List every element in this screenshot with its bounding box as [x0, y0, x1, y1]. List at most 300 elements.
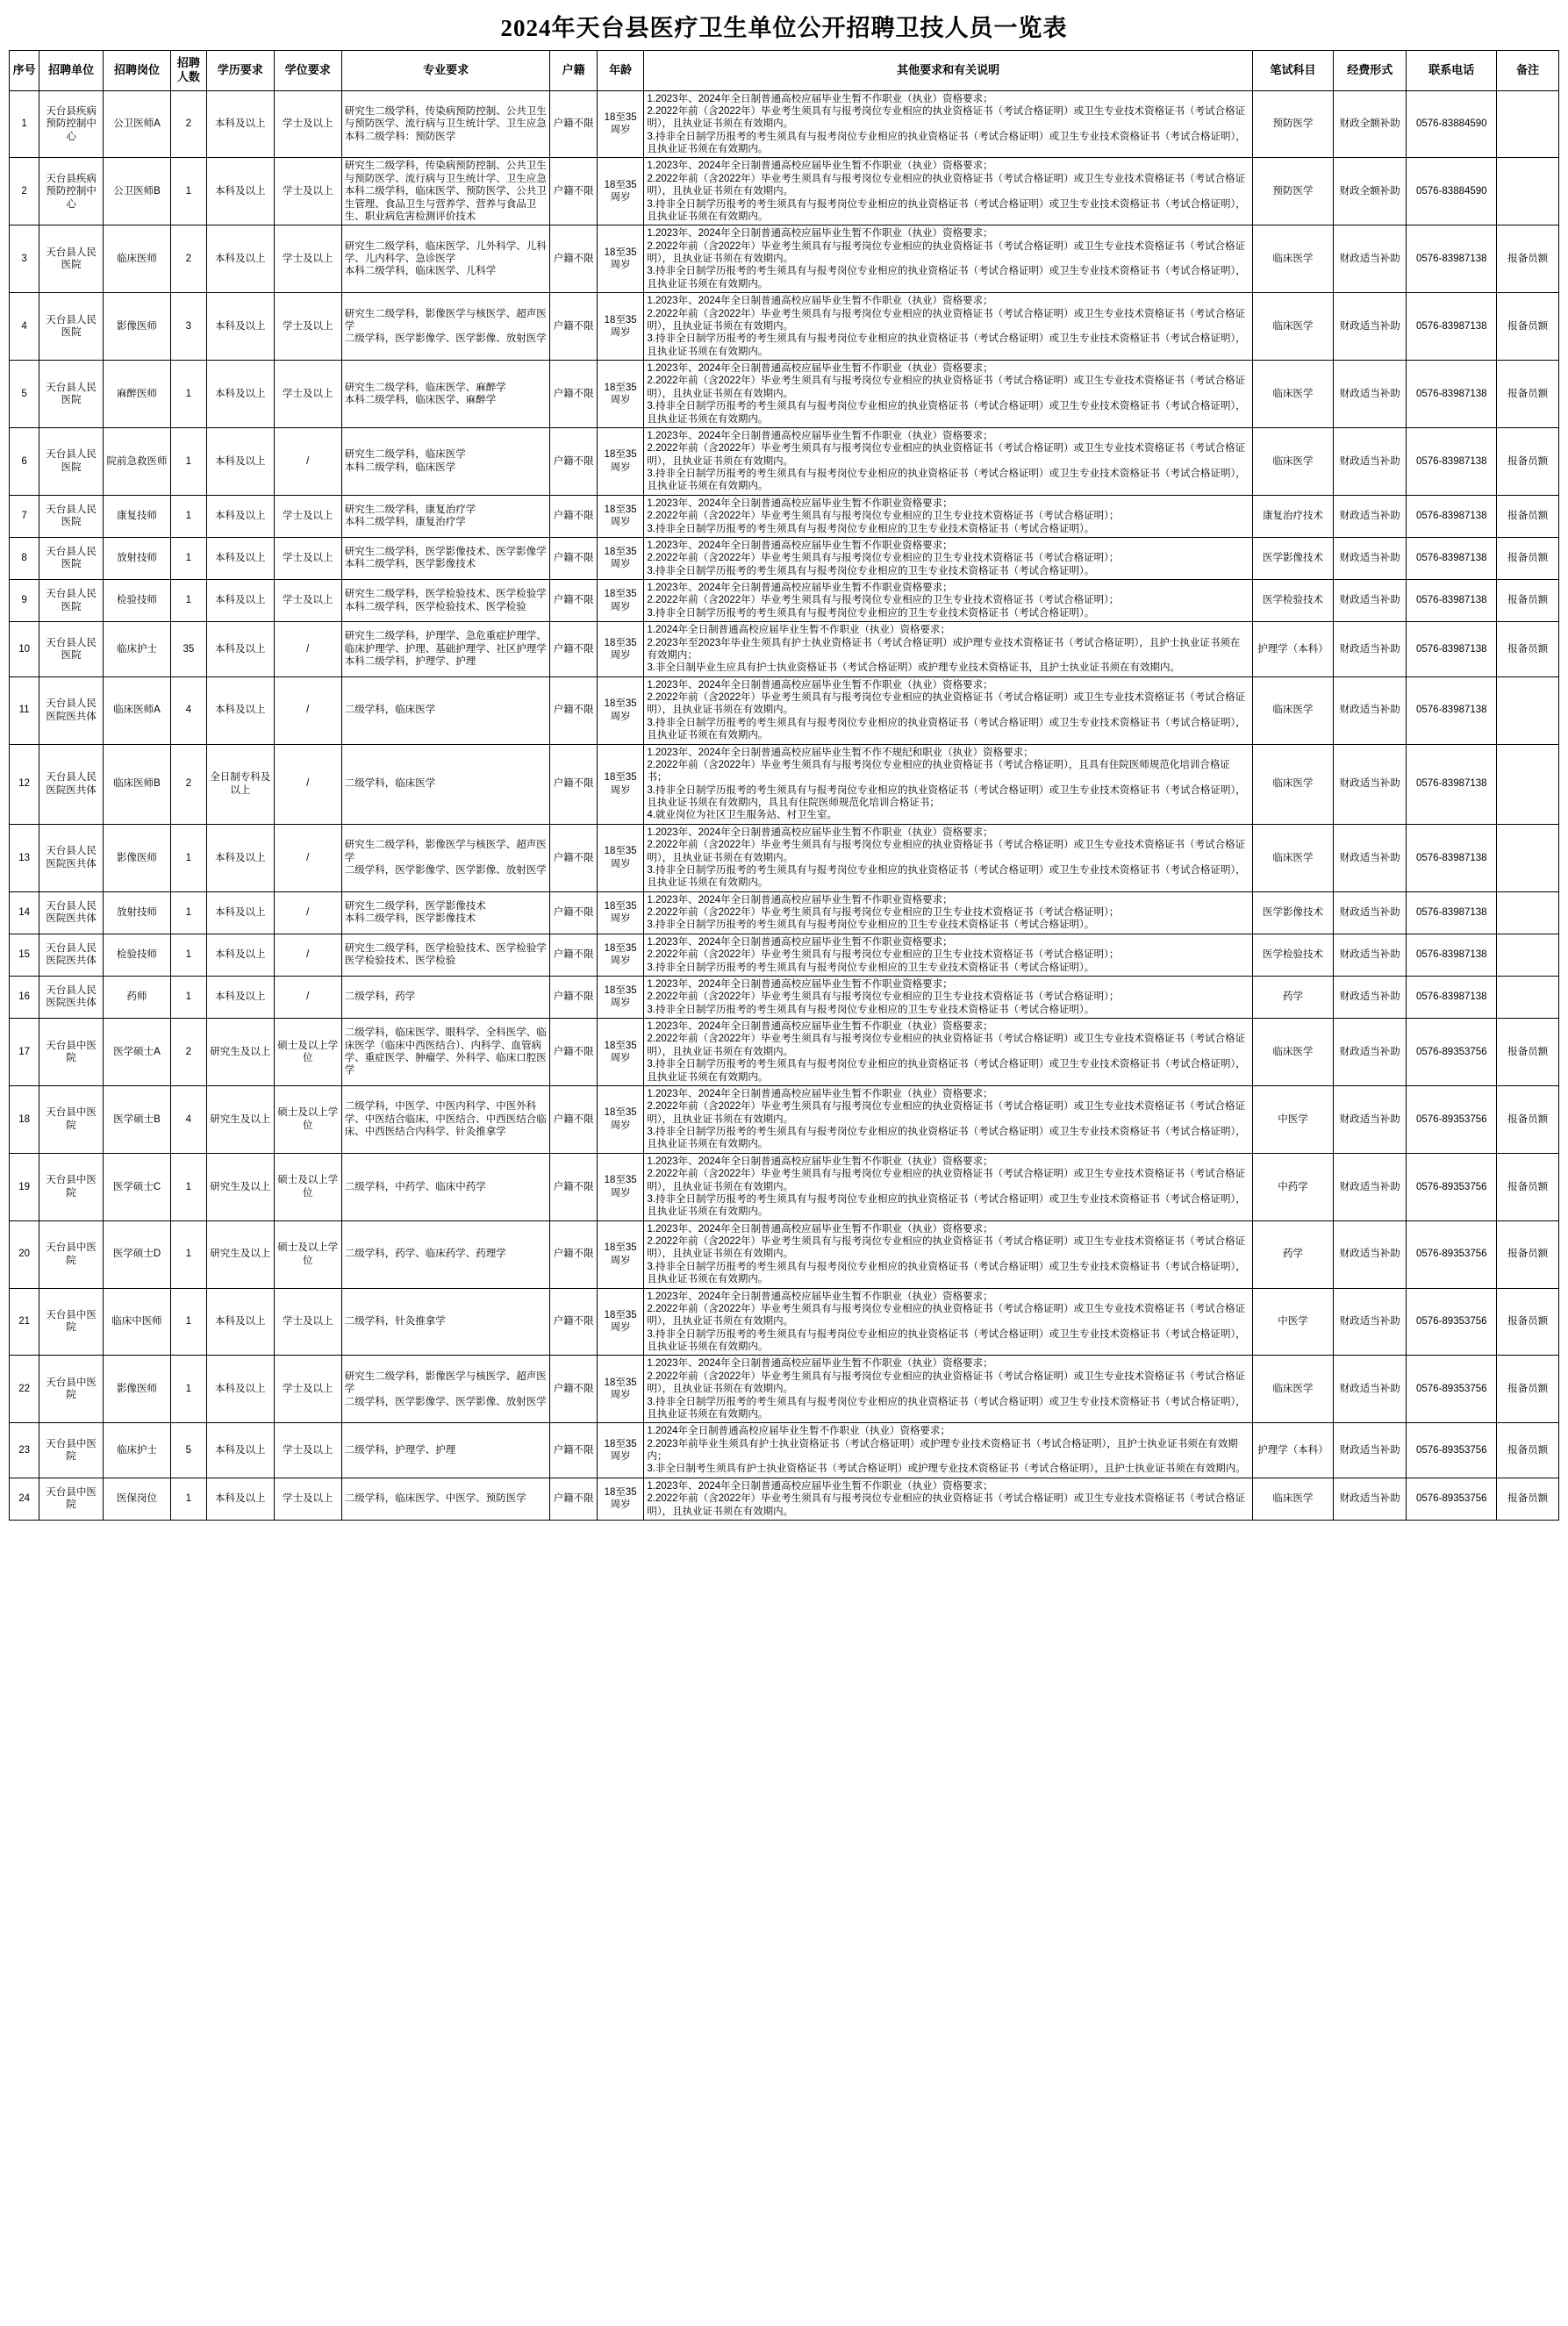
cell-major-requirement: 二级学科，临床医学、眼科学、全科医学、临床医学（临床中西医结合）、内科学、血管病学、重症医学、肿瘤学、外科学、临床口腔医学 [341, 1019, 550, 1086]
cell-recruiting-count: 2 [171, 1019, 207, 1086]
cell-degree-requirement: 学士及以上 [274, 1478, 341, 1520]
cell-recruiting-unit: 天台县人民医院 [39, 427, 104, 495]
cell-funding-type: 财政适当补助 [1333, 1220, 1406, 1288]
cell-major-requirement: 研究生二级学科，临床医学、麻醉学 本科二级学科，临床医学、麻醉学 [341, 361, 550, 428]
cell-recruiting-unit: 天台县人民医院 [39, 293, 104, 361]
cell-recruiting-post: 影像医师 [104, 1356, 171, 1423]
cell-remark [1497, 676, 1559, 744]
cell-major-requirement: 研究生二级学科，医学影像技术、医学影像学 本科二级学科，医学影像技术 [341, 537, 550, 579]
cell-contact-phone: 0576-83987138 [1407, 361, 1497, 428]
cell-exam-subject: 药学 [1252, 1220, 1333, 1288]
cell-exam-subject: 临床医学 [1252, 1478, 1333, 1520]
cell-education-requirement: 本科及以上 [206, 495, 274, 537]
table-row [10, 824, 1559, 891]
cell-recruiting-post: 麻醉医师 [104, 361, 171, 428]
cell-remark: 报备员额 [1497, 1356, 1559, 1423]
cell-recruiting-post: 医学硕士D [104, 1220, 171, 1288]
cell-household-requirement: 户籍不限 [550, 1153, 598, 1220]
cell-recruiting-count: 1 [171, 1220, 207, 1288]
cell-major-requirement: 研究生二级学科，临床医学、儿外科学、儿科学、儿内科学、急诊医学 本科二级学科，临床医学、儿科学 [341, 225, 550, 293]
cell-degree-requirement: 学士及以上 [274, 537, 341, 579]
cell-recruiting-count: 3 [171, 293, 207, 361]
cell-degree-requirement: 学士及以上 [274, 225, 341, 293]
cell-household-requirement: 户籍不限 [550, 1085, 598, 1153]
col-header-unit: 招聘单位 [39, 51, 104, 91]
cell-exam-subject: 医学影像技术 [1252, 537, 1333, 579]
cell-major-requirement: 研究生二级学科，康复治疗学 本科二级学科，康复治疗学 [341, 495, 550, 537]
cell-recruiting-unit: 天台县中医院 [39, 1423, 104, 1478]
cell-recruiting-count: 1 [171, 427, 207, 495]
cell-other-requirements: 1.2023年、2024年全日制普通高校应届毕业生暂不作职业（执业）资格要求； 2.2022年前（含2022年）毕业考生须具有与报考岗位专业相应的执业资格证书（考试合格证明）或卫生专业技术资格证书（考试合格证明），且执业证书须在有效期内。 3.持非全日制学历报考的考生须具有与报考岗位专业相应的执业资格证书（考试合格证明）或卫生专业技术资格证书（考试合格证明），且执业证书须在有效期内。 [644, 1288, 1253, 1356]
cell-household-requirement: 户籍不限 [550, 1220, 598, 1288]
table-header-row [10, 51, 1559, 91]
cell-recruiting-count: 4 [171, 676, 207, 744]
cell-recruiting-unit: 天台县人民医院医共体 [39, 744, 104, 824]
cell-other-requirements: 1.2023年、2024年全日制普通高校应届毕业生暂不作职业资格要求； 2.2022年前（含2022年）毕业考生须具有与报考岗位专业相应的卫生专业技术资格证书（考试合格证明）； 3.持非全日制学历报考的考生须具有与报考岗位专业相应的卫生专业技术资格证书（考试合格证明）。 [644, 537, 1253, 579]
cell-row-index: 3 [10, 225, 39, 293]
cell-exam-subject: 临床医学 [1252, 744, 1333, 824]
cell-recruiting-count: 1 [171, 1478, 207, 1520]
cell-other-requirements: 1.2023年、2024年全日制普通高校应届毕业生暂不作职业（执业）资格要求； 2.2022年前（含2022年）毕业考生须具有与报考岗位专业相应的执业资格证书（考试合格证明）或卫生专业技术资格证书（考试合格证明），且执业证书须在有效期内。 3.持非全日制学历报考的考生须具有与报考岗位专业相应的执业资格证书（考试合格证明）或卫生专业技术资格证书（考试合格证明），且执业证书须在有效期内。 [644, 1019, 1253, 1086]
cell-age-requirement: 18至35周岁 [597, 580, 644, 622]
cell-household-requirement: 户籍不限 [550, 1356, 598, 1423]
cell-remark: 报备员额 [1497, 1085, 1559, 1153]
cell-recruiting-unit: 天台县人民医院医共体 [39, 891, 104, 934]
cell-major-requirement: 研究生二级学科，影像医学与核医学、超声医学 二级学科，医学影像学、医学影像、放射医学 [341, 1356, 550, 1423]
cell-row-index: 11 [10, 676, 39, 744]
cell-degree-requirement: 学士及以上 [274, 90, 341, 158]
cell-major-requirement: 研究生二级学科，影像医学与核医学、超声医学 二级学科，医学影像学、医学影像、放射医学 [341, 824, 550, 891]
cell-funding-type: 财政适当补助 [1333, 495, 1406, 537]
cell-age-requirement: 18至35周岁 [597, 1085, 644, 1153]
cell-degree-requirement: / [274, 676, 341, 744]
cell-recruiting-post: 院前急救医师 [104, 427, 171, 495]
cell-household-requirement: 户籍不限 [550, 361, 598, 428]
cell-recruiting-count: 5 [171, 1423, 207, 1478]
cell-row-index: 4 [10, 293, 39, 361]
col-header-exam-subject: 笔试科目 [1252, 51, 1333, 91]
cell-age-requirement: 18至35周岁 [597, 824, 644, 891]
cell-major-requirement: 二级学科，中药学、临床中药学 [341, 1153, 550, 1220]
cell-recruiting-unit: 天台县疾病预防控制中心 [39, 90, 104, 158]
cell-funding-type: 财政适当补助 [1333, 676, 1406, 744]
cell-major-requirement: 研究生二级学科，医学检验技术、医学检验学 医学检验技术、医学检验 [341, 934, 550, 976]
cell-education-requirement: 本科及以上 [206, 934, 274, 976]
cell-remark: 报备员额 [1497, 361, 1559, 428]
cell-age-requirement: 18至35周岁 [597, 976, 644, 1018]
cell-education-requirement: 本科及以上 [206, 1288, 274, 1356]
cell-contact-phone: 0576-89353756 [1407, 1356, 1497, 1423]
cell-household-requirement: 户籍不限 [550, 744, 598, 824]
cell-major-requirement: 研究生二级学科，医学检验技术、医学检验学 本科二级学科，医学检验技术、医学检验 [341, 580, 550, 622]
cell-recruiting-unit: 天台县中医院 [39, 1356, 104, 1423]
cell-age-requirement: 18至35周岁 [597, 1356, 644, 1423]
cell-recruiting-post: 检验技师 [104, 934, 171, 976]
table-row [10, 427, 1559, 495]
cell-funding-type: 财政适当补助 [1333, 1478, 1406, 1520]
cell-other-requirements: 1.2023年、2024年全日制普通高校应届毕业生暂不作职业资格要求； 2.2022年前（含2022年）毕业考生须具有与报考岗位专业相应的卫生专业技术资格证书（考试合格证明）； 3.持非全日制学历报考的考生须具有与报考岗位专业相应的卫生专业技术资格证书（考试合格证明）。 [644, 934, 1253, 976]
cell-funding-type: 财政全额补助 [1333, 90, 1406, 158]
table-row [10, 1423, 1559, 1478]
table-row [10, 622, 1559, 677]
cell-recruiting-post: 临床医师 [104, 225, 171, 293]
cell-row-index: 10 [10, 622, 39, 677]
cell-funding-type: 财政适当补助 [1333, 225, 1406, 293]
cell-recruiting-count: 35 [171, 622, 207, 677]
cell-recruiting-unit: 天台县人民医院 [39, 361, 104, 428]
cell-education-requirement: 本科及以上 [206, 225, 274, 293]
cell-household-requirement: 户籍不限 [550, 934, 598, 976]
cell-age-requirement: 18至35周岁 [597, 495, 644, 537]
cell-major-requirement: 二级学科，药学、临床药学、药理学 [341, 1220, 550, 1288]
cell-funding-type: 财政适当补助 [1333, 1356, 1406, 1423]
cell-degree-requirement: 学士及以上 [274, 1356, 341, 1423]
cell-education-requirement: 研究生及以上 [206, 1220, 274, 1288]
cell-degree-requirement: 学士及以上 [274, 1423, 341, 1478]
cell-other-requirements: 1.2024年全日制普通高校应届毕业生暂不作职业（执业）资格要求； 2.2023年至2023年毕业生须具有护士执业资格证书（考试合格证明）或护理专业技术资格证书（考试合格证明），且护士执业证书须在有效期内； 3.非全日制毕业生应具有护士执业资格证书（考试合格证明）或护理专业技术资格证书，且护士执业证书须在有效期内。 [644, 622, 1253, 677]
cell-exam-subject: 康复治疗技术 [1252, 495, 1333, 537]
cell-age-requirement: 18至35周岁 [597, 1423, 644, 1478]
col-header-major: 专业要求 [341, 51, 550, 91]
cell-exam-subject: 临床医学 [1252, 1356, 1333, 1423]
cell-other-requirements: 1.2023年、2024年全日制普通高校应届毕业生暂不作职业（执业）资格要求； 2.2022年前（含2022年）毕业考生须具有与报考岗位专业相应的执业资格证书（考试合格证明）或卫生专业技术资格证书（考试合格证明），且执业证书须在有效期内。 3.持非全日制学历报考的考生须具有与报考岗位专业相应的执业资格证书（考试合格证明）或卫生专业技术资格证书（考试合格证明），且执业证书须在有效期内。 [644, 1153, 1253, 1220]
cell-degree-requirement: / [274, 934, 341, 976]
cell-row-index: 14 [10, 891, 39, 934]
cell-remark: 报备员额 [1497, 293, 1559, 361]
cell-exam-subject: 临床医学 [1252, 676, 1333, 744]
cell-household-requirement: 户籍不限 [550, 1288, 598, 1356]
cell-recruiting-post: 检验技师 [104, 580, 171, 622]
cell-exam-subject: 护理学（本科） [1252, 1423, 1333, 1478]
cell-recruiting-post: 公卫医师B [104, 158, 171, 225]
cell-other-requirements: 1.2023年、2024年全日制普通高校应届毕业生暂不作职业（执业）资格要求； 2.2022年前（含2022年）毕业考生须具有与报考岗位专业相应的执业资格证书（考试合格证明）或卫生专业技术资格证书（考试合格证明），且执业证书须在有效期内。 [644, 1478, 1253, 1520]
cell-education-requirement: 全日制专科及以上 [206, 744, 274, 824]
table-row [10, 1288, 1559, 1356]
cell-recruiting-count: 1 [171, 1288, 207, 1356]
cell-funding-type: 财政适当补助 [1333, 976, 1406, 1018]
cell-contact-phone: 0576-89353756 [1407, 1423, 1497, 1478]
cell-major-requirement: 二级学科，临床医学、中医学、预防医学 [341, 1478, 550, 1520]
cell-exam-subject: 药学 [1252, 976, 1333, 1018]
cell-education-requirement: 本科及以上 [206, 676, 274, 744]
cell-major-requirement: 研究生二级学科，护理学、急危重症护理学、临床护理学、护理、基础护理学、社区护理学 本科二级学科，护理学、护理 [341, 622, 550, 677]
cell-age-requirement: 18至35周岁 [597, 361, 644, 428]
cell-education-requirement: 本科及以上 [206, 891, 274, 934]
cell-age-requirement: 18至35周岁 [597, 537, 644, 579]
cell-age-requirement: 18至35周岁 [597, 891, 644, 934]
cell-recruiting-count: 1 [171, 824, 207, 891]
cell-remark: 报备员额 [1497, 1153, 1559, 1220]
cell-row-index: 19 [10, 1153, 39, 1220]
cell-degree-requirement: 硕士及以上学位 [274, 1085, 341, 1153]
cell-remark [1497, 891, 1559, 934]
cell-other-requirements: 1.2023年、2024年全日制普通高校应届毕业生暂不作职业（执业）资格要求； 2.2022年前（含2022年）毕业考生须具有与报考岗位专业相应的执业资格证书（考试合格证明）或卫生专业技术资格证书（考试合格证明），且执业证书须在有效期内。 3.持非全日制学历报考的考生须具有与报考岗位专业相应的执业资格证书（考试合格证明）或卫生专业技术资格证书（考试合格证明），且执业证书须在有效期内。 [644, 824, 1253, 891]
cell-age-requirement: 18至35周岁 [597, 1288, 644, 1356]
cell-other-requirements: 1.2023年、2024年全日制普通高校应届毕业生暂不作职业（执业）资格要求； 2.2022年前（含2022年）毕业考生须具有与报考岗位专业相应的执业资格证书（考试合格证明）或卫生专业技术资格证书（考试合格证明），且执业证书须在有效期内。 3.持非全日制学历报考的考生须具有与报考岗位专业相应的执业资格证书（考试合格证明）或卫生专业技术资格证书（考试合格证明），且执业证书须在有效期内。 [644, 293, 1253, 361]
col-header-funding: 经费形式 [1333, 51, 1406, 91]
cell-remark: 报备员额 [1497, 427, 1559, 495]
cell-remark [1497, 158, 1559, 225]
cell-exam-subject: 预防医学 [1252, 158, 1333, 225]
table-row [10, 361, 1559, 428]
cell-education-requirement: 本科及以上 [206, 158, 274, 225]
cell-contact-phone: 0576-89353756 [1407, 1153, 1497, 1220]
cell-major-requirement: 研究生二级学科，影像医学与核医学、超声医学 二级学科，医学影像学、医学影像、放射医学 [341, 293, 550, 361]
cell-contact-phone: 0576-83884590 [1407, 158, 1497, 225]
cell-major-requirement: 研究生二级学科，传染病预防控制、公共卫生与预防医学、流行病与卫生统计学、卫生应急 本科二级学科：预防医学 [341, 90, 550, 158]
cell-row-index: 8 [10, 537, 39, 579]
table-row [10, 90, 1559, 158]
table-row [10, 158, 1559, 225]
cell-household-requirement: 户籍不限 [550, 1019, 598, 1086]
cell-contact-phone: 0576-83987138 [1407, 976, 1497, 1018]
cell-household-requirement: 户籍不限 [550, 495, 598, 537]
cell-recruiting-post: 医学硕士A [104, 1019, 171, 1086]
cell-contact-phone: 0576-89353756 [1407, 1085, 1497, 1153]
cell-exam-subject: 临床医学 [1252, 427, 1333, 495]
cell-household-requirement: 户籍不限 [550, 891, 598, 934]
cell-remark: 报备员额 [1497, 1019, 1559, 1086]
cell-degree-requirement: 硕士及以上学位 [274, 1220, 341, 1288]
cell-recruiting-unit: 天台县人民医院 [39, 225, 104, 293]
cell-row-index: 5 [10, 361, 39, 428]
cell-row-index: 17 [10, 1019, 39, 1086]
cell-household-requirement: 户籍不限 [550, 158, 598, 225]
cell-exam-subject: 临床医学 [1252, 361, 1333, 428]
cell-recruiting-unit: 天台县人民医院医共体 [39, 676, 104, 744]
cell-row-index: 21 [10, 1288, 39, 1356]
cell-education-requirement: 本科及以上 [206, 622, 274, 677]
cell-funding-type: 财政全额补助 [1333, 158, 1406, 225]
cell-other-requirements: 1.2023年、2024年全日制普通高校应届毕业生暂不作职业（执业）资格要求； 2.2022年前（含2022年）毕业考生须具有与报考岗位专业相应的执业资格证书（考试合格证明）或卫生专业技术资格证书（考试合格证明），且执业证书须在有效期内。 3.持非全日制学历报考的考生须具有与报考岗位专业相应的执业资格证书（考试合格证明）或卫生专业技术资格证书（考试合格证明），且执业证书须在有效期内。 [644, 158, 1253, 225]
cell-funding-type: 财政适当补助 [1333, 293, 1406, 361]
table-row [10, 293, 1559, 361]
cell-contact-phone: 0576-83987138 [1407, 744, 1497, 824]
cell-exam-subject: 中药学 [1252, 1153, 1333, 1220]
cell-age-requirement: 18至35周岁 [597, 622, 644, 677]
cell-household-requirement: 户籍不限 [550, 225, 598, 293]
cell-row-index: 22 [10, 1356, 39, 1423]
cell-recruiting-count: 1 [171, 976, 207, 1018]
table-row [10, 676, 1559, 744]
cell-education-requirement: 研究生及以上 [206, 1019, 274, 1086]
cell-household-requirement: 户籍不限 [550, 1478, 598, 1520]
cell-remark: 报备员额 [1497, 580, 1559, 622]
cell-age-requirement: 18至35周岁 [597, 1153, 644, 1220]
cell-other-requirements: 1.2023年、2024年全日制普通高校应届毕业生暂不作职业（执业）资格要求； 2.2022年前（含2022年）毕业考生须具有与报考岗位专业相应的执业资格证书（考试合格证明）或卫生专业技术资格证书（考试合格证明），且执业证书须在有效期内。 3.持非全日制学历报考的考生须具有与报考岗位专业相应的执业资格证书（考试合格证明）或卫生专业技术资格证书（考试合格证明），且执业证书须在有效期内。 [644, 427, 1253, 495]
cell-education-requirement: 本科及以上 [206, 427, 274, 495]
col-header-education: 学历要求 [206, 51, 274, 91]
cell-household-requirement: 户籍不限 [550, 976, 598, 1018]
cell-contact-phone: 0576-83884590 [1407, 90, 1497, 158]
cell-degree-requirement: 硕士及以上学位 [274, 1153, 341, 1220]
cell-major-requirement: 二级学科，临床医学 [341, 676, 550, 744]
cell-household-requirement: 户籍不限 [550, 580, 598, 622]
cell-degree-requirement: 硕士及以上学位 [274, 1019, 341, 1086]
cell-remark: 报备员额 [1497, 537, 1559, 579]
cell-funding-type: 财政适当补助 [1333, 622, 1406, 677]
cell-row-index: 24 [10, 1478, 39, 1520]
cell-recruiting-count: 1 [171, 495, 207, 537]
cell-major-requirement: 研究生二级学科，传染病预防控制、公共卫生与预防医学、流行病与卫生统计学、卫生应急 本科二级学科，临床医学、预防医学、公共卫生管理、食品卫生与营养学、营养与食品卫生、职业病危害检测评价技术 [341, 158, 550, 225]
cell-recruiting-post: 放射技师 [104, 891, 171, 934]
table-row [10, 1356, 1559, 1423]
cell-other-requirements: 1.2023年、2024年全日制普通高校应届毕业生暂不作职业（执业）资格要求； 2.2022年前（含2022年）毕业考生须具有与报考岗位专业相应的执业资格证书（考试合格证明）或卫生专业技术资格证书（考试合格证明），且执业证书须在有效期内。 3.持非全日制学历报考的考生须具有与报考岗位专业相应的执业资格证书（考试合格证明）或卫生专业技术资格证书（考试合格证明），且执业证书须在有效期内。 [644, 676, 1253, 744]
cell-funding-type: 财政适当补助 [1333, 1153, 1406, 1220]
cell-recruiting-count: 1 [171, 1356, 207, 1423]
cell-recruiting-count: 4 [171, 1085, 207, 1153]
cell-recruiting-count: 1 [171, 934, 207, 976]
cell-recruiting-unit: 天台县人民医院 [39, 622, 104, 677]
cell-recruiting-post: 康复技师 [104, 495, 171, 537]
table-row [10, 580, 1559, 622]
cell-recruiting-count: 1 [171, 537, 207, 579]
cell-contact-phone: 0576-83987138 [1407, 580, 1497, 622]
cell-recruiting-unit: 天台县中医院 [39, 1220, 104, 1288]
col-header-phone: 联系电话 [1407, 51, 1497, 91]
cell-recruiting-count: 1 [171, 891, 207, 934]
cell-age-requirement: 18至35周岁 [597, 1478, 644, 1520]
cell-recruiting-post: 影像医师 [104, 824, 171, 891]
cell-row-index: 9 [10, 580, 39, 622]
cell-exam-subject: 临床医学 [1252, 225, 1333, 293]
cell-degree-requirement: 学士及以上 [274, 1288, 341, 1356]
cell-degree-requirement: / [274, 622, 341, 677]
cell-other-requirements: 1.2023年、2024年全日制普通高校应届毕业生暂不作职业（执业）资格要求； 2.2022年前（含2022年）毕业考生须具有与报考岗位专业相应的执业资格证书（考试合格证明）或卫生专业技术资格证书（考试合格证明），且执业证书须在有效期内。 3.持非全日制学历报考的考生须具有与报考岗位专业相应的执业资格证书（考试合格证明）或卫生专业技术资格证书（考试合格证明），且执业证书须在有效期内。 [644, 1085, 1253, 1153]
cell-other-requirements: 1.2023年、2024年全日制普通高校应届毕业生暂不作职业资格要求； 2.2022年前（含2022年）毕业考生须具有与报考岗位专业相应的卫生专业技术资格证书（考试合格证明）； 3.持非全日制学历报考的考生须具有与报考岗位专业相应的卫生专业技术资格证书（考试合格证明）。 [644, 580, 1253, 622]
col-header-age: 年龄 [597, 51, 644, 91]
cell-recruiting-count: 1 [171, 580, 207, 622]
table-row [10, 976, 1559, 1018]
cell-funding-type: 财政适当补助 [1333, 891, 1406, 934]
cell-row-index: 23 [10, 1423, 39, 1478]
cell-row-index: 2 [10, 158, 39, 225]
cell-education-requirement: 本科及以上 [206, 537, 274, 579]
cell-remark [1497, 934, 1559, 976]
cell-row-index: 6 [10, 427, 39, 495]
cell-contact-phone: 0576-83987138 [1407, 225, 1497, 293]
cell-remark: 报备员额 [1497, 495, 1559, 537]
cell-recruiting-count: 2 [171, 90, 207, 158]
cell-education-requirement: 本科及以上 [206, 1478, 274, 1520]
cell-contact-phone: 0576-89353756 [1407, 1220, 1497, 1288]
table-row [10, 225, 1559, 293]
cell-major-requirement: 二级学科，针灸推拿学 [341, 1288, 550, 1356]
cell-education-requirement: 本科及以上 [206, 293, 274, 361]
cell-contact-phone: 0576-83987138 [1407, 891, 1497, 934]
cell-recruiting-unit: 天台县人民医院 [39, 495, 104, 537]
cell-other-requirements: 1.2023年、2024年全日制普通高校应届毕业生暂不作职业资格要求； 2.2022年前（含2022年）毕业考生须具有与报考岗位专业相应的卫生专业技术资格证书（考试合格证明）； 3.持非全日制学历报考的考生须具有与报考岗位专业相应的卫生专业技术资格证书（考试合格证明）。 [644, 495, 1253, 537]
table-row [10, 1019, 1559, 1086]
cell-degree-requirement: 学士及以上 [274, 495, 341, 537]
cell-degree-requirement: / [274, 744, 341, 824]
cell-household-requirement: 户籍不限 [550, 676, 598, 744]
cell-remark: 报备员额 [1497, 1288, 1559, 1356]
table-row [10, 891, 1559, 934]
cell-recruiting-unit: 天台县人民医院 [39, 580, 104, 622]
cell-age-requirement: 18至35周岁 [597, 427, 644, 495]
cell-contact-phone: 0576-89353756 [1407, 1019, 1497, 1086]
cell-recruiting-unit: 天台县中医院 [39, 1085, 104, 1153]
cell-degree-requirement: 学士及以上 [274, 293, 341, 361]
cell-contact-phone: 0576-83987138 [1407, 622, 1497, 677]
cell-remark: 报备员额 [1497, 1220, 1559, 1288]
col-header-remark: 备注 [1497, 51, 1559, 91]
page-title: 2024年天台县医疗卫生单位公开招聘卫技人员一览表 [500, 15, 1068, 41]
cell-household-requirement: 户籍不限 [550, 537, 598, 579]
table-row [10, 1220, 1559, 1288]
cell-funding-type: 财政适当补助 [1333, 934, 1406, 976]
cell-remark [1497, 824, 1559, 891]
cell-recruiting-post: 放射技师 [104, 537, 171, 579]
cell-household-requirement: 户籍不限 [550, 293, 598, 361]
cell-funding-type: 财政适当补助 [1333, 1288, 1406, 1356]
cell-education-requirement: 本科及以上 [206, 1356, 274, 1423]
cell-row-index: 7 [10, 495, 39, 537]
cell-exam-subject: 护理学（本科） [1252, 622, 1333, 677]
cell-recruiting-count: 1 [171, 361, 207, 428]
cell-degree-requirement: 学士及以上 [274, 580, 341, 622]
cell-exam-subject: 医学影像技术 [1252, 891, 1333, 934]
cell-major-requirement: 二级学科，临床医学 [341, 744, 550, 824]
col-header-index: 序号 [10, 51, 39, 91]
cell-remark: 报备员额 [1497, 1423, 1559, 1478]
cell-household-requirement: 户籍不限 [550, 1423, 598, 1478]
cell-education-requirement: 本科及以上 [206, 361, 274, 428]
cell-remark [1497, 744, 1559, 824]
cell-recruiting-count: 2 [171, 225, 207, 293]
cell-recruiting-post: 药师 [104, 976, 171, 1018]
cell-recruiting-post: 医保岗位 [104, 1478, 171, 1520]
cell-education-requirement: 本科及以上 [206, 824, 274, 891]
cell-age-requirement: 18至35周岁 [597, 90, 644, 158]
col-header-count: 招聘人数 [171, 51, 207, 91]
cell-contact-phone: 0576-83987138 [1407, 934, 1497, 976]
cell-contact-phone: 0576-83987138 [1407, 824, 1497, 891]
cell-recruiting-post: 临床医师A [104, 676, 171, 744]
cell-remark: 报备员额 [1497, 622, 1559, 677]
cell-funding-type: 财政适当补助 [1333, 1423, 1406, 1478]
cell-other-requirements: 1.2023年、2024年全日制普通高校应届毕业生暂不作职业资格要求； 2.2022年前（含2022年）毕业考生须具有与报考岗位专业相应的卫生专业技术资格证书（考试合格证明）； 3.持非全日制学历报考的考生须具有与报考岗位专业相应的卫生专业技术资格证书（考试合格证明）。 [644, 891, 1253, 934]
cell-row-index: 15 [10, 934, 39, 976]
cell-row-index: 18 [10, 1085, 39, 1153]
cell-recruiting-unit: 天台县人民医院 [39, 537, 104, 579]
cell-education-requirement: 本科及以上 [206, 90, 274, 158]
cell-age-requirement: 18至35周岁 [597, 293, 644, 361]
cell-education-requirement: 研究生及以上 [206, 1153, 274, 1220]
cell-age-requirement: 18至35周岁 [597, 1220, 644, 1288]
cell-education-requirement: 本科及以上 [206, 1423, 274, 1478]
cell-major-requirement: 二级学科，护理学、护理 [341, 1423, 550, 1478]
cell-contact-phone: 0576-89353756 [1407, 1478, 1497, 1520]
col-header-degree: 学位要求 [274, 51, 341, 91]
cell-age-requirement: 18至35周岁 [597, 744, 644, 824]
cell-funding-type: 财政适当补助 [1333, 1019, 1406, 1086]
cell-row-index: 13 [10, 824, 39, 891]
cell-recruiting-unit: 天台县中医院 [39, 1478, 104, 1520]
cell-age-requirement: 18至35周岁 [597, 158, 644, 225]
cell-recruiting-unit: 天台县中医院 [39, 1019, 104, 1086]
cell-recruiting-post: 临床中医师 [104, 1288, 171, 1356]
cell-exam-subject: 中医学 [1252, 1085, 1333, 1153]
cell-row-index: 20 [10, 1220, 39, 1288]
cell-recruiting-unit: 天台县人民医院医共体 [39, 976, 104, 1018]
cell-recruiting-post: 医学硕士B [104, 1085, 171, 1153]
cell-row-index: 12 [10, 744, 39, 824]
cell-funding-type: 财政适当补助 [1333, 361, 1406, 428]
cell-contact-phone: 0576-83987138 [1407, 495, 1497, 537]
col-header-post: 招聘岗位 [104, 51, 171, 91]
